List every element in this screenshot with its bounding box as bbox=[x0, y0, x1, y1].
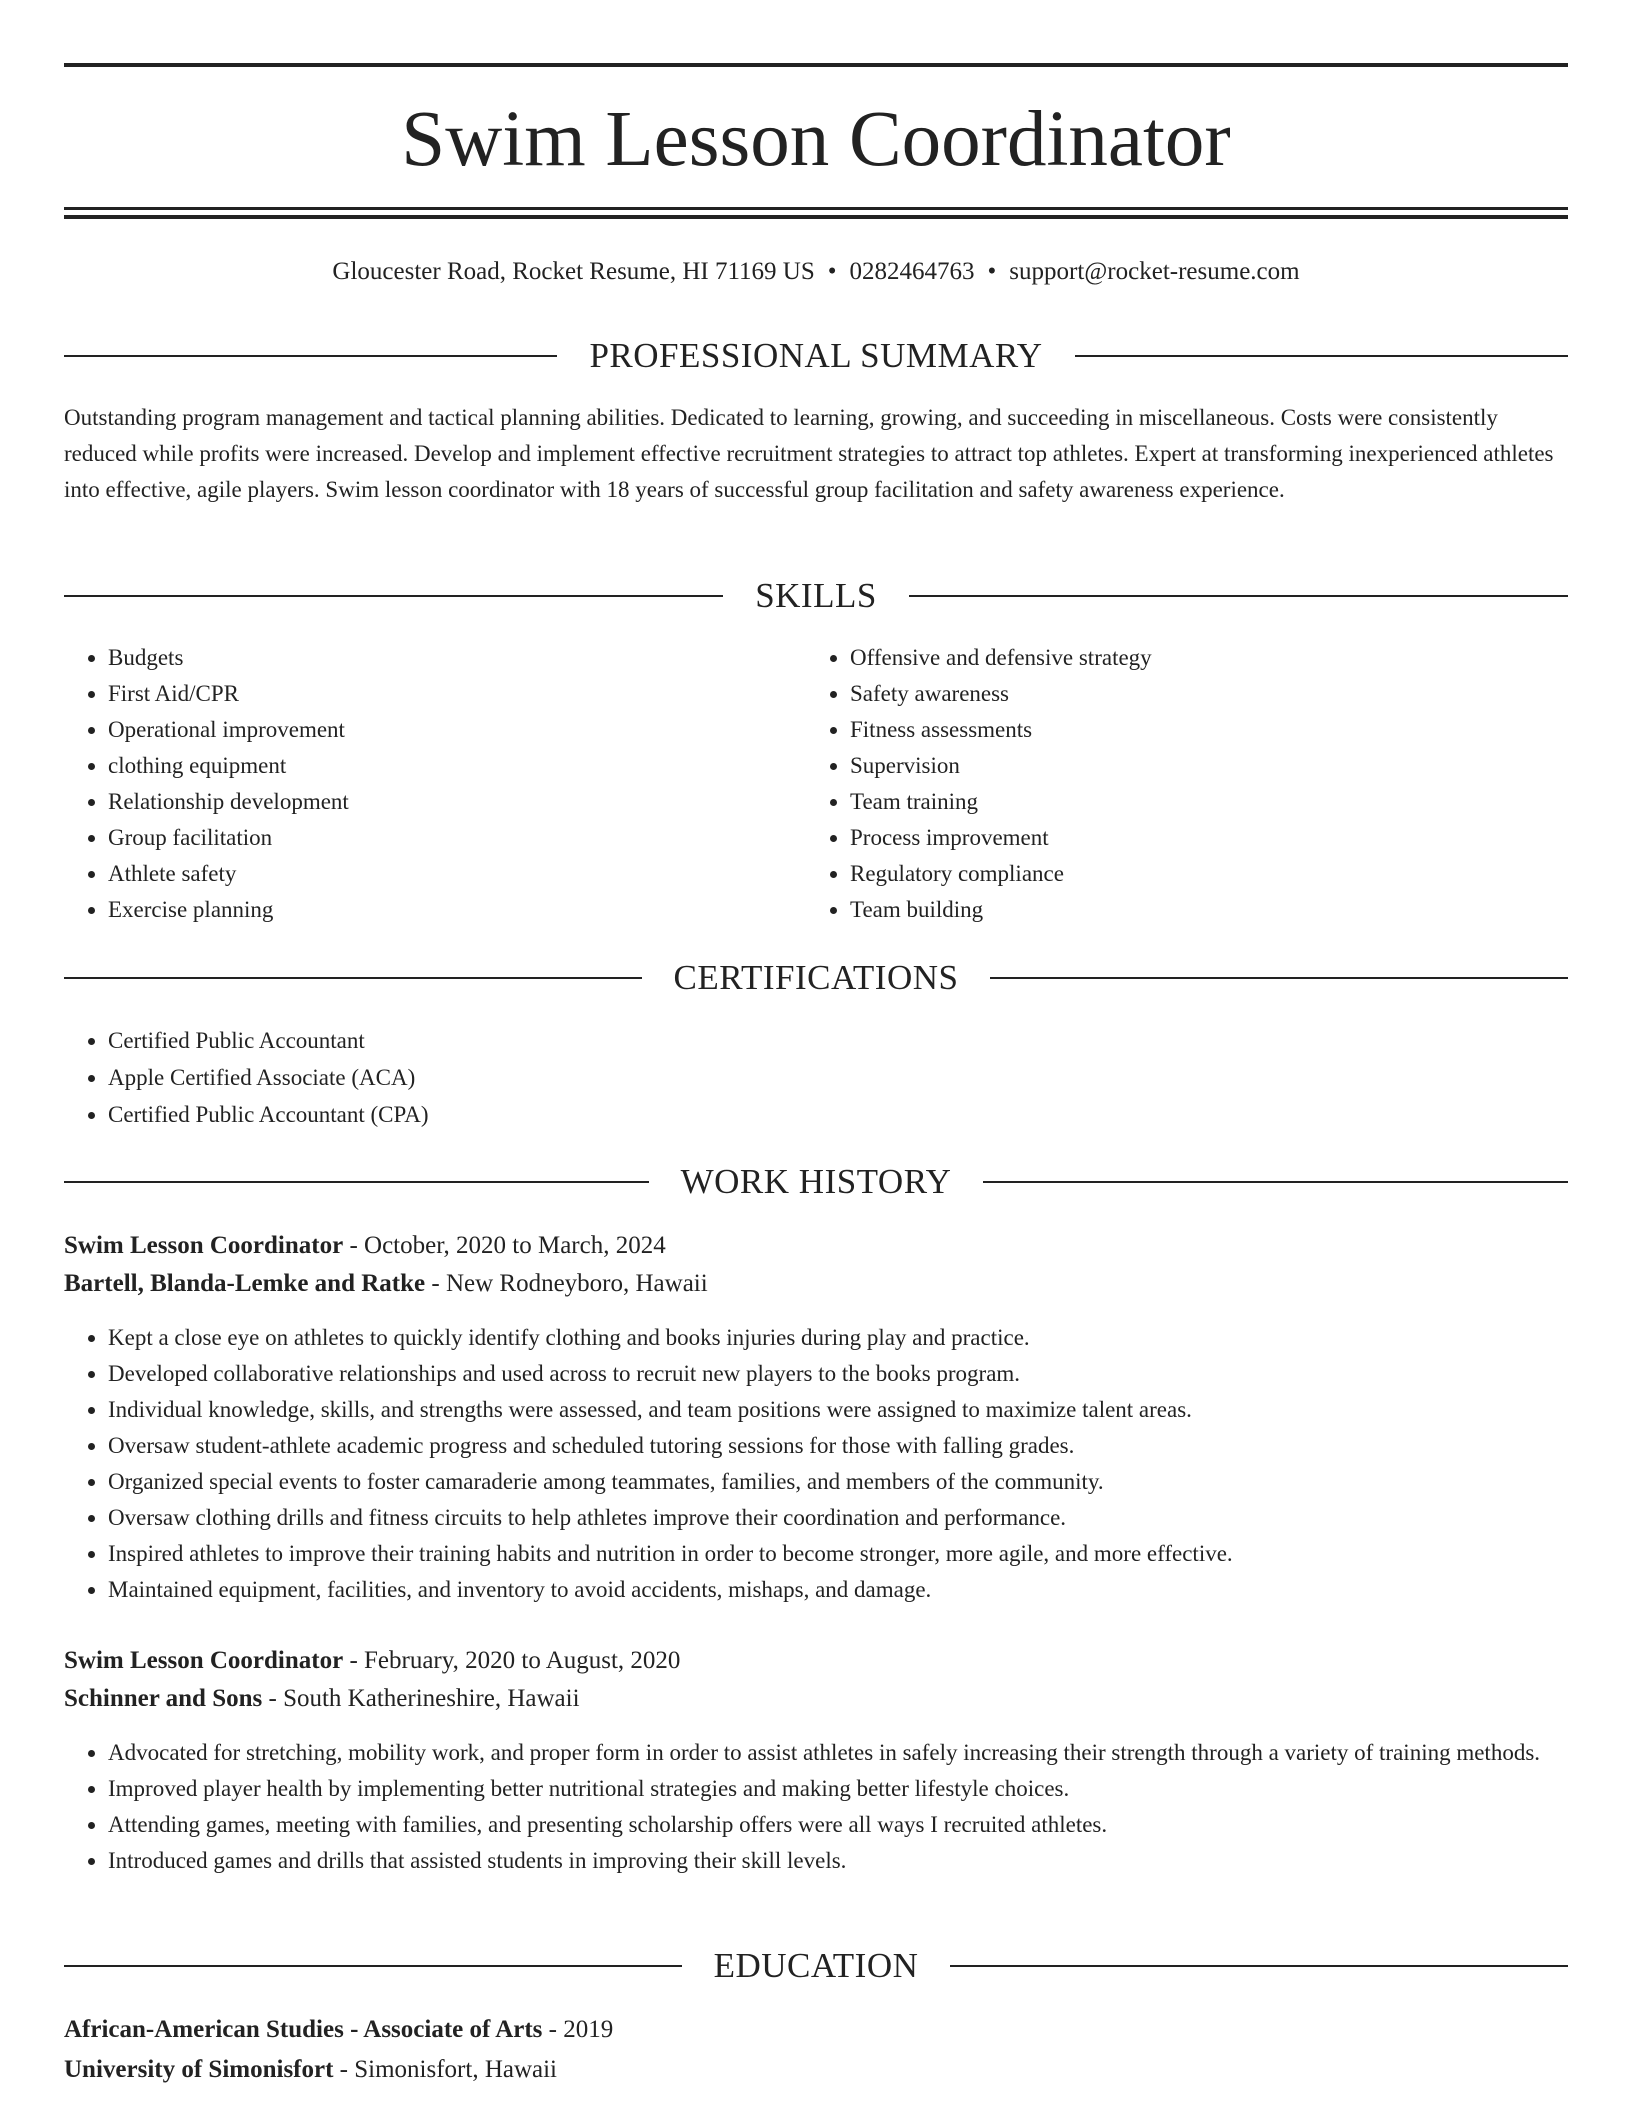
job-bullet: • Inspired athletes to improve their training habits and nutrition in order to become stronger, more agile, and more effective. bbox=[108, 1536, 1568, 1572]
title-rule-upper bbox=[64, 207, 1568, 210]
skill-item: • Safety awareness bbox=[850, 676, 1570, 712]
heading-rule bbox=[1075, 355, 1568, 357]
skill-item: • Relationship development bbox=[108, 784, 788, 820]
contact-line bbox=[64, 254, 1568, 290]
skills-heading-text: SKILLS bbox=[755, 576, 877, 615]
skill-item: • Process improvement bbox=[850, 820, 1570, 856]
job-title: Swim Lesson Coordinator bbox=[64, 1232, 344, 1259]
heading-rule bbox=[990, 977, 1568, 979]
certifications-list bbox=[64, 1022, 1568, 1133]
title-rule-lower bbox=[64, 215, 1568, 219]
contact-phone: 0282464763 bbox=[849, 258, 975, 285]
heading-rule bbox=[950, 1965, 1568, 1967]
skills-list-left bbox=[64, 640, 788, 928]
job-bullet: • Oversaw clothing drills and fitness circuits to help athletes improve their coordination and performance. bbox=[108, 1500, 1568, 1536]
heading-rule bbox=[64, 355, 557, 357]
skill-item: • Athlete safety bbox=[108, 856, 788, 892]
skill-item: • Team training bbox=[850, 784, 1570, 820]
certification-item: • Apple Certified Associate (ACA) bbox=[108, 1059, 1568, 1096]
skill-item: • Operational improvement bbox=[108, 712, 788, 748]
contact-address: Gloucester Road, Rocket Resume, HI 71169 US bbox=[332, 258, 815, 285]
education-heading bbox=[64, 1946, 1568, 1986]
job-bullet: • Developed collaborative relationships and used across to recruit new players to the books program. bbox=[108, 1356, 1568, 1392]
job-bullet: • Improved player health by implementing better nutritional strategies and making better lifestyle choices. bbox=[108, 1771, 1568, 1807]
job-title-line bbox=[64, 1643, 1568, 1679]
heading-rule bbox=[64, 595, 723, 597]
skill-item: • Team building bbox=[850, 892, 1570, 928]
job-location: - South Katherineshire, Hawaii bbox=[268, 1685, 580, 1712]
education-school: University of Simonisfort bbox=[64, 2056, 334, 2083]
skills-heading bbox=[64, 576, 1568, 616]
skill-item: • Budgets bbox=[108, 640, 788, 676]
summary-heading bbox=[64, 336, 1568, 376]
skill-item: • Offensive and defensive strategy bbox=[850, 640, 1570, 676]
skill-item: • Supervision bbox=[850, 748, 1570, 784]
job-dates: - October, 2020 to March, 2024 bbox=[349, 1232, 666, 1259]
contact-separator: • bbox=[987, 258, 997, 285]
heading-rule bbox=[909, 595, 1568, 597]
education-year: - 2019 bbox=[548, 2016, 614, 2043]
job-title-line bbox=[64, 1228, 1568, 1264]
summary-text: Outstanding program management and tactical planning abilities. Dedicated to learning, growing, and succeeding in miscellaneous. Costs were consistently reduced while profits were increased. Develop and implement effective recruitment strategies to attract top athletes. Expert at transforming inexperienced athletes into effective, agile players. Swim lesson coordinator with 18 years of successful group facilitation and safety awareness experience. bbox=[64, 405, 1554, 502]
skill-item: • Regulatory compliance bbox=[850, 856, 1570, 892]
job-bullet: • Attending games, meeting with families, and presenting scholarship offers were all ways I recruited athletes. bbox=[108, 1807, 1568, 1843]
heading-rule bbox=[64, 977, 642, 979]
work-heading bbox=[64, 1162, 1568, 1202]
contact-separator: • bbox=[827, 258, 837, 285]
job-title: Swim Lesson Coordinator bbox=[64, 1647, 344, 1674]
top-rule bbox=[64, 63, 1568, 67]
summary-heading-text: PROFESSIONAL SUMMARY bbox=[589, 336, 1043, 375]
contact-email: support@rocket-resume.com bbox=[1009, 258, 1300, 285]
job-bullets bbox=[64, 1735, 1568, 1879]
skill-item: • First Aid/CPR bbox=[108, 676, 788, 712]
job-location: - New Rodneyboro, Hawaii bbox=[431, 1270, 708, 1297]
heading-rule bbox=[64, 1181, 649, 1183]
education-school-line bbox=[64, 2052, 1568, 2088]
job-company-line bbox=[64, 1266, 1568, 1302]
skill-item: • Group facilitation bbox=[108, 820, 788, 856]
resume-title: Swim Lesson Coordinator bbox=[401, 96, 1231, 183]
job-bullet: • Maintained equipment, facilities, and inventory to avoid accidents, mishaps, and damage. bbox=[108, 1572, 1568, 1608]
certification-item: • Certified Public Accountant (CPA) bbox=[108, 1096, 1568, 1133]
certification-item: • Certified Public Accountant bbox=[108, 1022, 1568, 1059]
job-company: Bartell, Blanda-Lemke and Ratke bbox=[64, 1270, 426, 1297]
skill-item: • clothing equipment bbox=[108, 748, 788, 784]
job-company: Schinner and Sons bbox=[64, 1685, 263, 1712]
job-dates: - February, 2020 to August, 2020 bbox=[349, 1647, 681, 1674]
job-bullet: • Advocated for stretching, mobility work, and proper form in order to assist athletes in safely increasing their strength through a variety of training methods. bbox=[108, 1735, 1568, 1771]
skills-list-right bbox=[806, 640, 1570, 928]
job-company-line bbox=[64, 1681, 1568, 1717]
education-degree-line bbox=[64, 2012, 1568, 2048]
education-degree: African-American Studies - Associate of Arts bbox=[64, 2016, 543, 2043]
job-bullet: • Individual knowledge, skills, and strengths were assessed, and team positions were assigned to maximize talent areas. bbox=[108, 1392, 1568, 1428]
education-heading-text: EDUCATION bbox=[713, 1946, 919, 1985]
job-bullet: • Introduced games and drills that assisted students in improving their skill levels. bbox=[108, 1843, 1568, 1879]
skill-item: • Exercise planning bbox=[108, 892, 788, 928]
certifications-heading bbox=[64, 958, 1568, 998]
heading-rule bbox=[983, 1181, 1568, 1183]
heading-rule bbox=[64, 1965, 682, 1967]
skill-item: • Fitness assessments bbox=[850, 712, 1570, 748]
job-bullet: • Organized special events to foster camaraderie among teammates, families, and members of the community. bbox=[108, 1464, 1568, 1500]
job-bullets bbox=[64, 1320, 1568, 1608]
education-location: - Simonisfort, Hawaii bbox=[339, 2056, 558, 2083]
work-heading-text: WORK HISTORY bbox=[680, 1162, 952, 1201]
certifications-heading-text: CERTIFICATIONS bbox=[673, 958, 959, 997]
job-bullet: • Oversaw student-athlete academic progress and scheduled tutoring sessions for those with falling grades. bbox=[108, 1428, 1568, 1464]
job-bullet: • Kept a close eye on athletes to quickly identify clothing and books injuries during play and practice. bbox=[108, 1320, 1568, 1356]
